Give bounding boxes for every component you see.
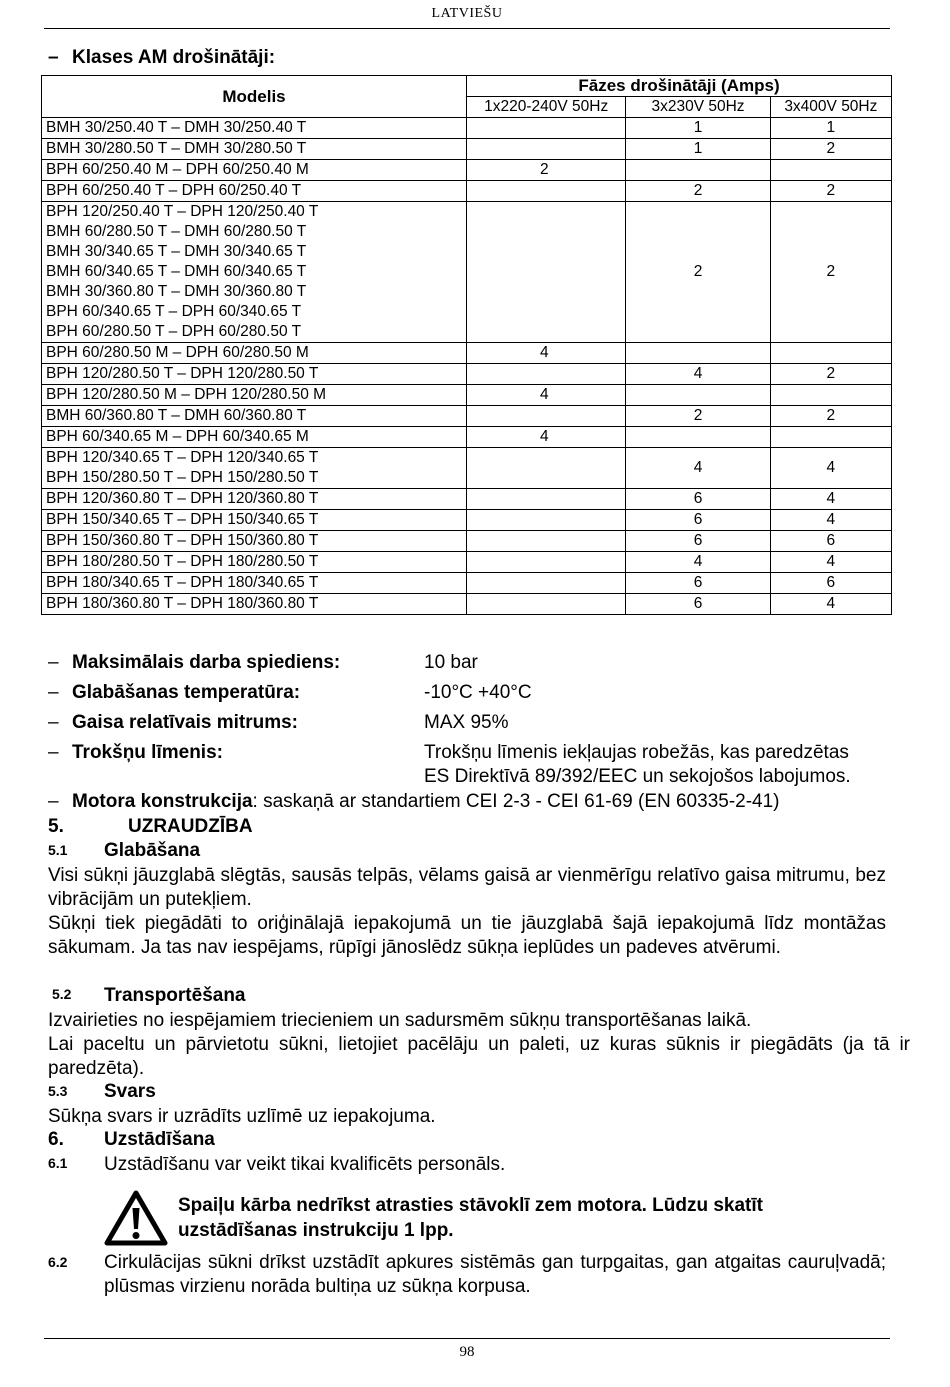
fuse-value-cell: [626, 385, 770, 406]
model-cell: [42, 202, 467, 343]
fuse-value-cell: [770, 160, 891, 181]
fuse-value-cell: 2: [770, 202, 891, 343]
fuse-value-cell: 4: [626, 448, 770, 489]
fuse-value-cell: 4: [770, 448, 891, 489]
section-5-1-title: Glabāšana: [104, 840, 201, 861]
fuse-value-cell: [467, 139, 626, 160]
fuse-value-cell: [467, 202, 626, 343]
section-5-2-number: 5.2: [52, 986, 72, 1002]
model-cell: [42, 118, 467, 139]
model-name: BPH 60/280.50 T – DPH 60/280.50 T: [46, 323, 302, 340]
model-cell: [42, 364, 467, 385]
fuse-table-body: [42, 118, 892, 615]
table-row: [42, 343, 892, 364]
model-cell: [42, 343, 467, 364]
table-row: [42, 552, 892, 573]
section-title-text: Klases AM drošinātāji:: [72, 47, 276, 68]
fuse-value-cell: 4: [770, 489, 891, 510]
column-header-3x400: 3x400V 50Hz: [770, 97, 891, 118]
model-name: BPH 120/340.65 T – DPH 120/340.65 T: [46, 449, 319, 466]
column-header-1phase: 1x220-240V 50Hz: [467, 97, 626, 118]
model-name: BMH 30/250.40 T – DMH 30/250.40 T: [46, 119, 307, 136]
section-5-2-title: Transportēšana: [104, 985, 246, 1006]
fuse-value-cell: [770, 385, 891, 406]
fuse-value-cell: [467, 118, 626, 139]
section-5-2-paragraph-1: Izvairieties no iespējamiem triecieniem un sadursmēm sūkņu transportēšanas laikā.: [48, 1010, 752, 1031]
fuse-value-cell: 6: [626, 489, 770, 510]
header-divider: [44, 28, 890, 29]
model-cell: [42, 489, 467, 510]
section-5-title: UZRAUDZĪBA: [128, 816, 253, 837]
section-5-2-paragraph-2: Lai paceltu un pārvietotu sūkni, lietojiet pacēlāju un paleti, uz kuras sūknis ir piegādāts (ja tā ir paredzēta).: [48, 1034, 910, 1079]
fuse-value-cell: 2: [626, 181, 770, 202]
spec-noise-label: – Trokšņu līmenis:: [48, 742, 223, 763]
warning-text: Spaiļu kārba nedrīkst atrasties stāvoklī zem motora. Lūdzu skatīt uzstādīšanas instrukciju 1 lpp.: [178, 1195, 763, 1241]
fuse-value-cell: 4: [626, 552, 770, 573]
model-cell: [42, 160, 467, 181]
model-cell: [42, 510, 467, 531]
spec-storage-temp-value: -10°C +40°C: [424, 682, 532, 703]
spec-storage-temp-label: – Glabāšanas temperatūra:: [48, 682, 301, 703]
section-5-1-paragraph-1: Visi sūkņi jāuzglabā slēgtās, sausās telpās, vēlams gaisā ar vienmērīgu relatīvo gaisa mitrumu, bez vibrācijām un putekļiem.: [48, 865, 886, 910]
fuse-value-cell: 1: [770, 118, 891, 139]
spec-motor: – Motora konstrukcija: saskaņā ar standartiem CEI 2-3 - CEI 61-69 (EN 60335-2-41): [48, 791, 780, 812]
table-row: [42, 139, 892, 160]
model-name: BPH 180/280.50 T – DPH 180/280.50 T: [46, 553, 319, 570]
fuse-value-cell: 4: [467, 385, 626, 406]
table-row: [42, 406, 892, 427]
spec-noise-value-line2: ES Direktīvā 89/392/EEC un sekojošos labojumos.: [424, 766, 851, 787]
fuse-value-cell: 2: [626, 406, 770, 427]
fuse-value-cell: [770, 343, 891, 364]
fuse-value-cell: 1: [626, 139, 770, 160]
fuse-value-cell: 4: [626, 364, 770, 385]
section-5-1-number: 5.1: [48, 842, 68, 858]
fuse-value-cell: [626, 427, 770, 448]
model-name: BMH 30/280.50 T – DMH 30/280.50 T: [46, 140, 307, 157]
fuse-value-cell: 2: [770, 139, 891, 160]
model-name: BPH 180/360.80 T – DPH 180/360.80 T: [46, 595, 319, 612]
fuse-value-cell: [626, 343, 770, 364]
table-row: [42, 385, 892, 406]
model-name: BPH 150/280.50 T – DPH 150/280.50 T: [46, 469, 319, 486]
model-name: BMH 60/360.80 T – DMH 60/360.80 T: [46, 407, 307, 424]
model-cell: [42, 594, 467, 615]
model-name: BMH 30/340.65 T – DMH 30/340.65 T: [46, 243, 307, 260]
fuse-value-cell: [467, 594, 626, 615]
bullet-dash: –: [48, 47, 59, 68]
table-row: [42, 118, 892, 139]
section-5-1-paragraph-2: Sūkņi tiek piegādāti to oriģinālajā iepakojumā un tie jāuzglabā šajā iepakojumā līdz montāžas sākumam. Ja tas nav iespējams, rūpīgi jānoslēdz sūkņa ieplūdes un padeves atvērumi.: [48, 913, 886, 958]
fuse-value-cell: [467, 573, 626, 594]
table-row: [42, 573, 892, 594]
model-cell: [42, 385, 467, 406]
fuse-value-cell: 2: [626, 202, 770, 343]
model-name: BPH 180/340.65 T – DPH 180/340.65 T: [46, 574, 319, 591]
spec-pressure-label: – Maksimālais darba spiediens:: [48, 652, 341, 673]
model-name: BPH 120/280.50 M – DPH 120/280.50 M: [46, 386, 327, 403]
fuse-value-cell: [467, 531, 626, 552]
model-name: BPH 120/250.40 T – DPH 120/250.40 T: [46, 203, 319, 220]
section-6-number: 6.: [48, 1129, 64, 1150]
fuse-value-cell: 2: [770, 406, 891, 427]
fuse-value-cell: 4: [467, 427, 626, 448]
fuse-value-cell: 6: [770, 531, 891, 552]
fuse-value-cell: 1: [626, 118, 770, 139]
model-cell: [42, 427, 467, 448]
table-row: [42, 489, 892, 510]
model-name: BPH 120/360.80 T – DPH 120/360.80 T: [46, 490, 319, 507]
spec-noise-value-line1: Trokšņu līmenis iekļaujas robežās, kas paredzētas: [424, 742, 849, 763]
section-5-3-title: Svars: [104, 1081, 156, 1102]
section-6-2-number: 6.2: [48, 1254, 68, 1270]
table-row: [42, 531, 892, 552]
fuse-value-cell: 6: [626, 510, 770, 531]
page-number: 98: [459, 1344, 475, 1360]
fuse-value-cell: [467, 448, 626, 489]
fuse-value-cell: 4: [770, 510, 891, 531]
fuse-value-cell: 6: [626, 573, 770, 594]
table-row: [42, 510, 892, 531]
model-cell: [42, 448, 467, 489]
fuse-value-cell: [626, 160, 770, 181]
fuse-value-cell: [467, 552, 626, 573]
fuse-value-cell: 2: [467, 160, 626, 181]
table-row: [42, 202, 892, 343]
table-row: [42, 594, 892, 615]
fuse-value-cell: 6: [626, 594, 770, 615]
section-6-title: Uzstādīšana: [104, 1129, 215, 1150]
spec-pressure-value: 10 bar: [424, 652, 478, 673]
fuse-table: [41, 75, 892, 615]
fuse-value-cell: 4: [770, 552, 891, 573]
model-name: BMH 30/360.80 T – DMH 30/360.80 T: [46, 283, 307, 300]
model-cell: [42, 406, 467, 427]
spec-humidity-value: MAX 95%: [424, 712, 509, 733]
section-5-3-number: 5.3: [48, 1083, 68, 1099]
section-6-1-text: Uzstādīšanu var veikt tikai kvalificēts personāls.: [104, 1154, 506, 1175]
model-name: BPH 60/250.40 T – DPH 60/250.40 T: [46, 182, 302, 199]
footer-divider: [44, 1338, 890, 1339]
model-name: BPH 150/360.80 T – DPH 150/360.80 T: [46, 532, 319, 549]
fuse-group-header: Fāzes drošinātāji (Amps): [467, 76, 892, 97]
table-row: [42, 364, 892, 385]
spec-humidity-label: – Gaisa relatīvais mitrums:: [48, 712, 298, 733]
table-row: [42, 427, 892, 448]
fuse-value-cell: 6: [770, 573, 891, 594]
section-6-1-number: 6.1: [48, 1155, 68, 1171]
fuse-value-cell: 2: [770, 364, 891, 385]
fuse-value-cell: [467, 181, 626, 202]
fuse-value-cell: 6: [626, 531, 770, 552]
table-row: [42, 160, 892, 181]
model-name: BPH 60/250.40 M – DPH 60/250.40 M: [46, 161, 309, 178]
model-cell: [42, 531, 467, 552]
section-5-number: 5.: [48, 816, 64, 837]
model-name: BPH 120/280.50 T – DPH 120/280.50 T: [46, 365, 319, 382]
table-row: [42, 448, 892, 489]
fuse-value-cell: [770, 427, 891, 448]
model-cell: [42, 552, 467, 573]
model-name: BPH 60/340.65 M – DPH 60/340.65 M: [46, 428, 309, 445]
warning-triangle-icon: [104, 1190, 168, 1246]
section-6-2-text: Cirkulācijas sūkni drīkst uzstādīt apkures sistēmās gan turpgaitas, gan atgaitas cauruļvadā; plūsmas virzienu norāda bultiņa uz sūkņa korpusa.: [104, 1252, 886, 1297]
section-5-3-paragraph: Sūkņa svars ir uzrādīts uzlīmē uz iepakojuma.: [48, 1106, 436, 1127]
model-name: BMH 60/340.65 T – DMH 60/340.65 T: [46, 263, 307, 280]
model-cell: [42, 139, 467, 160]
fuse-value-cell: [467, 510, 626, 531]
model-cell: [42, 573, 467, 594]
fuse-value-cell: [467, 406, 626, 427]
page-header-language: LATVIEŠU: [431, 6, 503, 21]
model-name: BPH 60/280.50 M – DPH 60/280.50 M: [46, 344, 309, 361]
fuse-value-cell: 4: [770, 594, 891, 615]
fuse-value-cell: [467, 489, 626, 510]
model-name: BPH 60/340.65 T – DPH 60/340.65 T: [46, 303, 302, 320]
table-row: [42, 181, 892, 202]
model-column-header: Modelis: [42, 76, 467, 118]
model-name: BMH 60/280.50 T – DMH 60/280.50 T: [46, 223, 307, 240]
fuse-value-cell: 4: [467, 343, 626, 364]
fuse-value-cell: [467, 364, 626, 385]
section-title: [48, 47, 275, 69]
model-name: BPH 150/340.65 T – DPH 150/340.65 T: [46, 511, 319, 528]
column-header-3x230: 3x230V 50Hz: [626, 97, 770, 118]
fuse-value-cell: 2: [770, 181, 891, 202]
model-cell: [42, 181, 467, 202]
